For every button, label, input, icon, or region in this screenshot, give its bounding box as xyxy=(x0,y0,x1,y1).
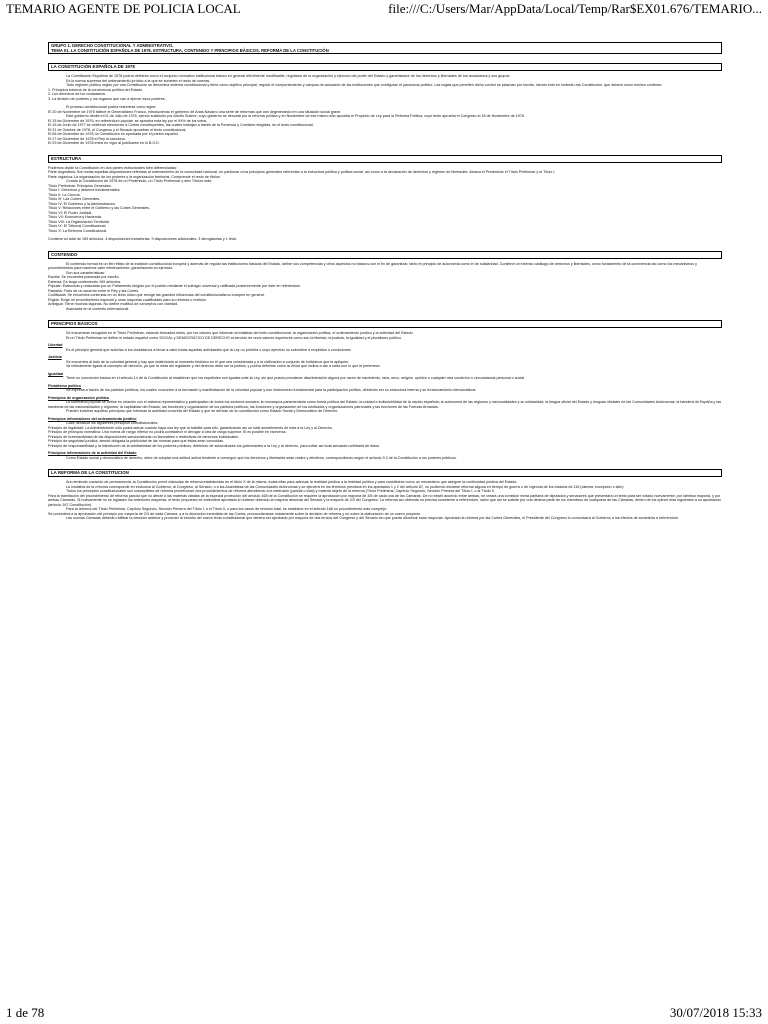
section-heading-contenido: CONTENIDO xyxy=(48,251,722,259)
list-item: Principio de jerarquía normativa: Una norma de rango inferior no podrá contradecir ni derogar a otra de rango superior. Si es posible en viceversa. xyxy=(48,430,287,434)
list-item: El 20 de Noviembre de 1975 fallece el Generalísimo Franco, introduciendo el gobierno de Arias Navarro una serie de reformas que van degenerando en una situación social grave. xyxy=(48,109,342,114)
subheading-libertad: Libertad xyxy=(48,343,63,347)
list-item: Título III: Las Cortes Generales. xyxy=(48,197,101,201)
paragraph: Se procederá a la aprobación del principio por mayoría de 2/3 de cada Cámara, y a la disolución inmediata de las Cortes, pronunciándose únicamente sobre la decisión de reforma y no sobre la elaboración de un nuevo proyecto. xyxy=(48,511,422,516)
list-item: Título V: Relaciones entre el Gobierno y las Cortes Generales. xyxy=(48,206,150,210)
list-item: Título IX: El Tribunal Constitucional. xyxy=(48,224,107,228)
section-heading-constitucion: LA CONSTITUCIÓN ESPAÑOLA DE 1978 xyxy=(48,63,722,71)
section-heading-estructura: ESTRUCTURA xyxy=(48,155,722,163)
print-header-title: TEMARIO AGENTE DE POLICIA LOCAL xyxy=(6,1,241,16)
list-item: El 15 de Diciembre de 1976, en referéndum popular, se aprueba esta ley por el 94% de los votos. xyxy=(48,118,208,123)
print-header-url: file:///C:/Users/Mar/AppData/Local/Temp/Rar$EX01.676/TEMARIO... xyxy=(388,1,762,16)
list-item: Título X: La Reforma Constitucional. xyxy=(48,228,108,233)
list-item: Título VIII: La Organización Territorial. xyxy=(48,219,110,224)
list-item: Principio de irretroactividad de las disposiciones sancionadoras no favorables o restrictivas de derechos individuales. xyxy=(48,434,240,439)
list-item: El 31 de Octubre de 1978, el Congreso y el Senado aprueban el texto constitucional. xyxy=(48,127,187,132)
paragraph: El proceso constitucional podría resumirse como sigue: xyxy=(66,105,157,109)
topic-title: TEMA 01. LA CONSTITUCIÓN ESPAÑOLA DE 1978. ESTRUCTURA, CONTENIDO Y PRINCIPIOS BÁSICOS. REFORMA DE LA CONSTITUCIÓN xyxy=(51,48,329,53)
paragraph: Es el principio general que autoriza a los ciudadanos a llevar a cabo todas aquellas actividades que la Ley no prohíba o cuyo ejercicio no subordine a requisitos o condiciones. xyxy=(66,347,352,352)
list-item: Título VII: Economía y Hacienda. xyxy=(48,215,102,219)
list-item: Pactada: Fruto de un acuerdo entre el Rey y las Cortes. xyxy=(48,288,140,293)
list-item: Título VI: El Poder Judicial. xyxy=(48,210,93,215)
paragraph: Se encuentran recogidos en el Título Preliminar, estando formados éstos, por los valores que informan la totalidad del texto constitucional, la organización política, el ordenamiento jurídico y la actividad del Estado. xyxy=(66,331,414,335)
topic-header-box xyxy=(48,42,722,54)
list-item: El 15 de Junio de 1977 se celebran elecciones a Cortes constituyentes, las cuales trabajan a través de la Ponencia y Comisión elegidas, en el texto constitucional. xyxy=(48,123,314,127)
subheading-igualdad: Igualdad xyxy=(48,371,64,376)
list-item: Título II: La Corona. xyxy=(48,192,81,197)
list-item: Escrita: Se encuentra plasmada por escrito. xyxy=(48,275,120,279)
paragraph: La soberanía popular se define en relación con el sistema representativo y participativo de todos los sectores sociales; la monarquía parlamentaria como forma política del Estado; la unidad e indisolubilidad de la nación española; la autonomía de las regiones y nacionalidades y su solidaridad; la lengua oficial del Estado y lenguas oficiales de las Comunidades Autónomas; la bandera de España y las banderas de las nacionalidades y regiones; la capitalidad del Estado; las funciones y organización de los partidos políticos; las funciones y organización de los sindicatos y organizaciones patronales y las funciones de las Fuerzas Armadas. xyxy=(48,400,722,409)
paragraph: Para la tramitación del procedimiento de reforma parcial que no afecte a las materias citadas de la especial protección del artículo 168 de la Constitución se requiere la aprobación por mayoría de 3/5 de cada una de las Cámaras. De no existir acuerdo entre ambas, se creará una comisión mixta paritaria de diputados y senadores que presentará un texto para ser votado nuevamente, por idéntica mayoría, y por ambas Cámaras. Si nuevamente no se lograsen los anteriores mayorías, el texto propuesto se entenderá aprobado si hubiese obtenido la mayoría absoluta del Senado y la mayoría de 2/3 del Congreso. La reforma así obtenida no precisa someterse a referéndum, salvo que así se solicite por una décima parte de los miembros de cualquiera de las Cámaras, dentro de los quince días siguientes a su aprobación (artículo 167 Constitución). xyxy=(48,493,722,507)
paragraph: Todos los preceptos constitucionales son susceptibles de reforma previéndose dos procedimientos de reforma atendiendo a la extensión (parcial o total) y materia objeto de la reforma (Título Preliminar, Capítulo Segundo, Sección Primera del Título I, o al Título II. xyxy=(66,489,495,493)
list-item: 2. Los derechos de los ciudadanos. xyxy=(48,92,107,96)
paragraph: En el Título Preliminar se define el estado español como SOCIAL y DEMOCRÁTICO DE DERECHO al servicio de unos valores superiores como son la libertad, la justicia, la igualdad y el pluralismo político. xyxy=(66,335,402,340)
list-item: Principio de responsabilidad y la interdicción de la arbitrariedad de los poderes públicos, debiendo de subordinarse los gobernantes a la Ley y al derecho, para evitar así toda actuación arbitraria de éstos. xyxy=(48,443,381,448)
paragraph: Como Estado social y democrático de derecho, debe de adoptar una actitud activa tendente a conseguir que los derechos y libertades sean reales y efectivos, correspondiendo según el artículo 9.2 de la Constitución a los poderes públicos. xyxy=(66,455,457,460)
list-item: Parte orgánica: La organización de los poderes y la organización territorial. Comprende el resto de títulos. xyxy=(48,174,221,179)
document-body xyxy=(48,42,722,992)
print-footer-page: 1 de 78 xyxy=(6,1005,45,1020)
list-item: Título I: Derechos y deberes fundamentales. xyxy=(48,188,121,192)
list-item: Este gobierno dimite el 01 de Julio de 1976, siendo sustituido por Adolfo Suárez, cuyo gobierno se decanta por la reforma política y en Noviembre de ese mismo año aprueba el Proyecto de Ley para la Reforma Política, cuyo texto aprueba el Congreso el 18 de Noviembre de 1976. xyxy=(66,114,525,118)
list-item: 1. Principios básicos de la convivencia política del Estado. xyxy=(48,87,144,92)
paragraph: El contenido formal es un fiel reflejo de la tradición constitucional europea y además de regular las instituciones básicas del Estado, define sus competencias y otros aspectos no básicos con el fin de garantizar, tanto el principio de autonomía como el de solidaridad. Contiene un extenso catálogo de derechos y libertades, como fundamento de la convivencia así como los mecanismos y procedimientos para hacerlos valer efectivamente, garantizando su ejercicio. xyxy=(48,261,697,270)
subheading-actividad: Principios informadores de la actividad del Estado xyxy=(48,451,137,455)
list-item: El 27 de Diciembre de 1978 el Rey la sanciona. xyxy=(48,136,126,141)
paragraph: Podemos dividir la Constitución en dos partes estructurales bien diferenciadas: xyxy=(48,165,177,170)
section-heading-principios: PRINCIPIOS BASICOS xyxy=(48,320,722,328)
subheading-organizacion: Principios de organización política xyxy=(48,395,109,400)
paragraph: Consta la Constitución de 1978 de un Preámbulo, un Título Preliminar y diez Títulos más: xyxy=(66,179,213,183)
paragraph: Contiene un total de 169 artículos, 4 disposiciones transitorias, 9 disposiciones adicionales, 3 derogatorias y 1 final. xyxy=(48,237,237,241)
paragraph: Son sus características: xyxy=(66,270,106,275)
paragraph: Para la reforma del Título Preliminar, Capítulo Segundo, Sección Primera del Título I, o el Título II, o para los casos de revisión total, se establece en el artículo 168 un procedimiento más complejo: xyxy=(66,507,387,511)
subheading-pluralismo: Pluralismo político xyxy=(48,383,81,388)
list-item: Título Preliminar: Principios Generales. xyxy=(48,183,112,188)
paragraph: La iniciativa de la reforma corresponde en exclusiva al Gobierno, al Congreso, al Senado, o a las Asambleas de las Comunidades Autónomas y se ejercerá en los términos previstos en los apartados 1 y 2 del artículo 87, no pudiendo iniciarse reforma alguna en tiempo de guerra o de vigencia de los estados de 116 (alarma, excepción o sitio). xyxy=(66,484,625,489)
subheading-justicia: Justicia xyxy=(48,355,62,359)
list-item: Rígida: Exige un procedimiento especial y unas mayorías cualificadas para su reforma o revisión. xyxy=(48,297,208,302)
print-footer-datetime: 30/07/2018 15:33 xyxy=(669,1005,762,1020)
section-heading-reforma: LA REFORMA DE LA CONSTITUCION xyxy=(48,469,722,477)
list-item: Avanzada en el contexto internacional. xyxy=(66,306,130,311)
subheading-ordenamiento: Principios informadores del ordenamiento jurídico xyxy=(48,416,137,421)
list-item: Parte dogmática: Son todas aquellas disposiciones referidas al ordenamiento de la comunidad nacional, en particular a los principios generales referentes a la estructura política y política social, así como a la declaración de derechos y régimen de libertades. Abarca el Preámbulo el Título Preliminar y el Título I. xyxy=(48,170,556,174)
paragraph: Es la norma suprema del ordenamiento jurídico a la que se someten el resto de normas. xyxy=(66,78,211,83)
paragraph: Pueden incluirse aquellos principios que informan la actividad concreta del Estado y que se derivan de su constitución como Estado Social y Democrático de Derecho. xyxy=(66,409,339,413)
group-title: GRUPO 1. DERECHO CONSTITUCIONAL Y ADMINISTRATIVO. xyxy=(51,43,174,48)
paragraph: Todo régimen político regido por una Constitución se denomina sistema constitucional y tiene como objetivo principal, regular el comportamiento y campos de actuación de las instituciones que configuran el panorama político. Las reglas que permiten dicho control se plasman por escrito, siendo esto en síntesis una Constitución, que deberá como mínimo contener: xyxy=(66,83,663,87)
paragraph: Cabe destacar los siguientes principios constitucionales: xyxy=(66,421,159,425)
list-item: Ambigua: Tiene muchas lagunas. No define multitud de conceptos con claridad. xyxy=(48,302,179,306)
paragraph: La Constitución Española de 1978 podría definirse como el conjunto normativo institucional básico en general difícilmente modificable, regulador de la organización y ejercicio del poder del Estado y garantizador de los derechos y libertades de los ciudadanos y sus grupos. xyxy=(66,74,511,78)
paragraph: Tiene su concreción básica en el artículo 14 de la Constitución al establecer que los españoles son iguales ante la Ley, sin que pueda prevalecer discriminación alguna por razón de nacimiento, raza, sexo, religión, opinión o cualquier otra condición o circunstancia personal o social. xyxy=(66,376,526,380)
list-item: Título IV: El Gobierno y la Administración. xyxy=(48,201,116,206)
list-item: 3. La división de poderes y los órganos que van a ejercer esos poderes. xyxy=(48,96,166,101)
list-item: Codificada: Se encuentra contenida en un texto único que recoge las grandes influencias del constitucionalismo europeo en general. xyxy=(48,293,265,297)
paragraph: Se expresa a través de los partidos políticos, los cuales concurren a la formación y manifestación de la voluntad popular y son instrumento fundamental para la participación política, debiendo ser su estructura interna y su funcionamiento democráticos. xyxy=(66,388,477,392)
paragraph: Se encuentra al lado de la voluntad general y hay que relativizarla al momento histórico en el que sea considerada y a la civilización a conjunto de individuos que la apliquen. xyxy=(66,359,350,364)
list-item: Principio de legalidad: La Administración sólo podrá actuar cuando haya una ley que la habilite para ello, garantizando así un total sometimiento de ésta a la Ley y al Derecho. xyxy=(48,425,333,430)
list-item: Principio de seguridad jurídica, siendo obligada la publicidad de las normas para que éstas sean conocidas. xyxy=(48,439,225,443)
list-item: Extensa: Es larga conteniendo 169 artículos. xyxy=(48,279,122,284)
paragraph: Aun teniendo vocación de permanencia, la Constitución prevé cláusulas de reforma establecidas en el título X de la misma, todas ellas para adecuar la realidad jurídica a la realidad política y para constituirse como un mecanismo que asegure la continuidad jurídica del Estado. xyxy=(66,480,518,484)
paragraph: Las nuevas Cámaras deberán ratificar la decisión anterior y proceder al estudio del nuevo texto constitucional que deberá ser aprobado por mayoría de dos tercios del Congreso y del Senado sin que pueda disminuir esas mayorías. Aprobado la reforma por las Cortes Generales, el Presidente del Congreso lo comunicará al Gobierno a los efectos de someterla a referéndum. xyxy=(66,516,679,520)
paragraph: Va íntimamente ligada al concepto de derecho, ya que la meta del legislador y del derecho debe ser la justicia, y podría definirse como la virtud que inclina a dar a cada uno lo que le pertenece. xyxy=(66,364,381,368)
list-item: El 06 de Diciembre de 1978, la Constitución es aprobada por el pueblo español. xyxy=(48,132,179,136)
list-item: El 29 de Diciembre de 1978 entra en vigor al publicarse en el B.O.E. xyxy=(48,141,160,145)
list-item: Popular: Elaborada y redactada por un Parlamento elegido por el pueblo mediante el sufragio universal y ratificada posteriormente por éste en referéndum xyxy=(48,284,301,288)
